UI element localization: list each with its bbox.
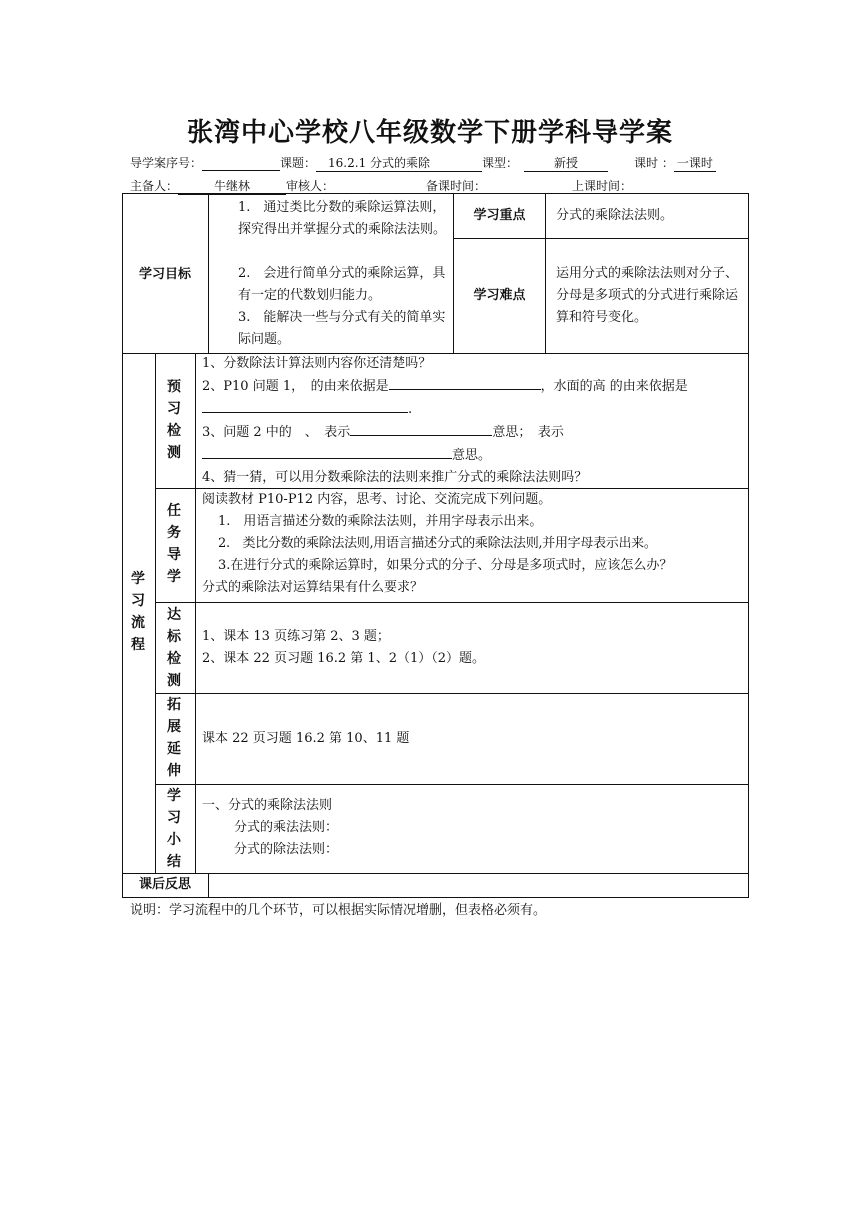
check-line-2: 2、课本 22 页习题 16.2 第 1、2（1）（2）题。 [202,651,486,666]
topic-label: 课题： [280,156,317,170]
preview-q3: 3、问题 2 中的 、 表示 意思； 表示 [202,421,746,444]
class-time-blank [632,179,704,194]
serial-label: 导学案序号： [130,156,203,170]
goals-label: 学习目标 [138,267,191,282]
task-item-1: 1. 用语言描述分数的乘除法法则，并用字母表示出来。 [218,514,543,529]
summary-label: 学 习 小 结 [167,788,181,870]
footer-note: 说明：学习流程中的几个环节，可以根据实际情况增删，但表格必须有。 [130,903,547,918]
page-title: 张湾中心学校八年级数学下册学科导学案 [186,118,673,148]
process-label: 学 习 流 程 [131,571,145,653]
summary-line-3: 分式的除法法则： [234,842,339,857]
difficulty-label: 学习难点 [473,288,526,303]
serial-blank [202,156,280,171]
check-label: 达 标 检 测 [167,607,181,689]
class-time-label: 上课时间： [572,179,633,193]
check-content [202,626,742,670]
hours-value: 一课时 [674,154,716,172]
type-label: 课型： [482,156,519,170]
task-intro: 阅读教材 P10-P12 内容，思考、讨论、交流完成下列问题。 [202,492,552,507]
hours-label: 课时 ： [634,156,674,170]
check-line-1: 1、课本 13 页练习第 2、3 题； [202,629,390,644]
prep-time-blank [486,179,572,194]
type-value: 新授 [524,154,608,172]
task-item-2: 2. 类比分数的乘除法法则,用语言描述分式的乘除法法则,并用字母表示出来。 [218,536,657,551]
key-point-label: 学习重点 [473,208,526,223]
task-item-3: 3.在进行分式的乘除运算时，如果分式的分子、分母是多项式时，应该怎么办？ [218,558,673,573]
preview-q3-cont: 意思。 [202,444,746,467]
preview-label: 预 习 检 测 [167,379,181,461]
preview-q2-cont: . [202,398,746,421]
task-label: 任 务 导 学 [167,503,181,585]
summary-line-2: 分式的乘法法则： [234,820,339,835]
key-point-text: 分式的乘除法法则。 [556,208,674,223]
goal-item-2: 2. 会进行简单分式的乘除运算，具有一定的代数划归能力。 [238,266,446,303]
goal-item-1: 1. 通过类比分数的乘除运算法则，探究得出并掌握分式的乘除法法则。 [238,200,447,237]
task-item-4: 分式的乘除法对运算结果有什么要求？ [202,580,424,595]
preparer-value: 牛继林 [178,177,286,195]
prep-time-label: 备课时间： [426,179,487,193]
topic-value: 16.2.1 分式的乘除 [316,154,482,172]
preparer-label: 主备人： [130,179,179,193]
extend-text: 课本 22 页习题 16.2 第 10、11 题 [202,731,410,746]
extend-label: 拓 展 延 伸 [167,697,181,779]
preview-content [202,353,746,489]
preview-q2: 2、P10 问题 1， 的由来依据是 ，水面的高 的由来依据是 [202,375,746,398]
difficulty-text: 运用分式的乘除法法则对分子、分母是多项式的分式进行乘除运算和符号变化。 [556,266,739,325]
reviewer-label: 审核人： [286,179,335,193]
meta-row-1 [130,154,716,172]
preview-q4: 4、猜一猜，可以用分数乘除法的法则来推广分式的乘除法法则吗？ [202,470,588,485]
task-content [202,489,748,599]
preview-q1: 1、分数除法计算法则内容你还清楚吗？ [202,356,432,371]
summary-line-1: 一、分式的乘除法法则 [202,798,333,813]
goal-item-3: 3. 能解决一些与分式有关的简单实际问题。 [238,310,446,347]
summary-content [202,795,742,861]
reviewer-blank [334,179,412,194]
reflection-label: 课后反思 [138,877,191,892]
